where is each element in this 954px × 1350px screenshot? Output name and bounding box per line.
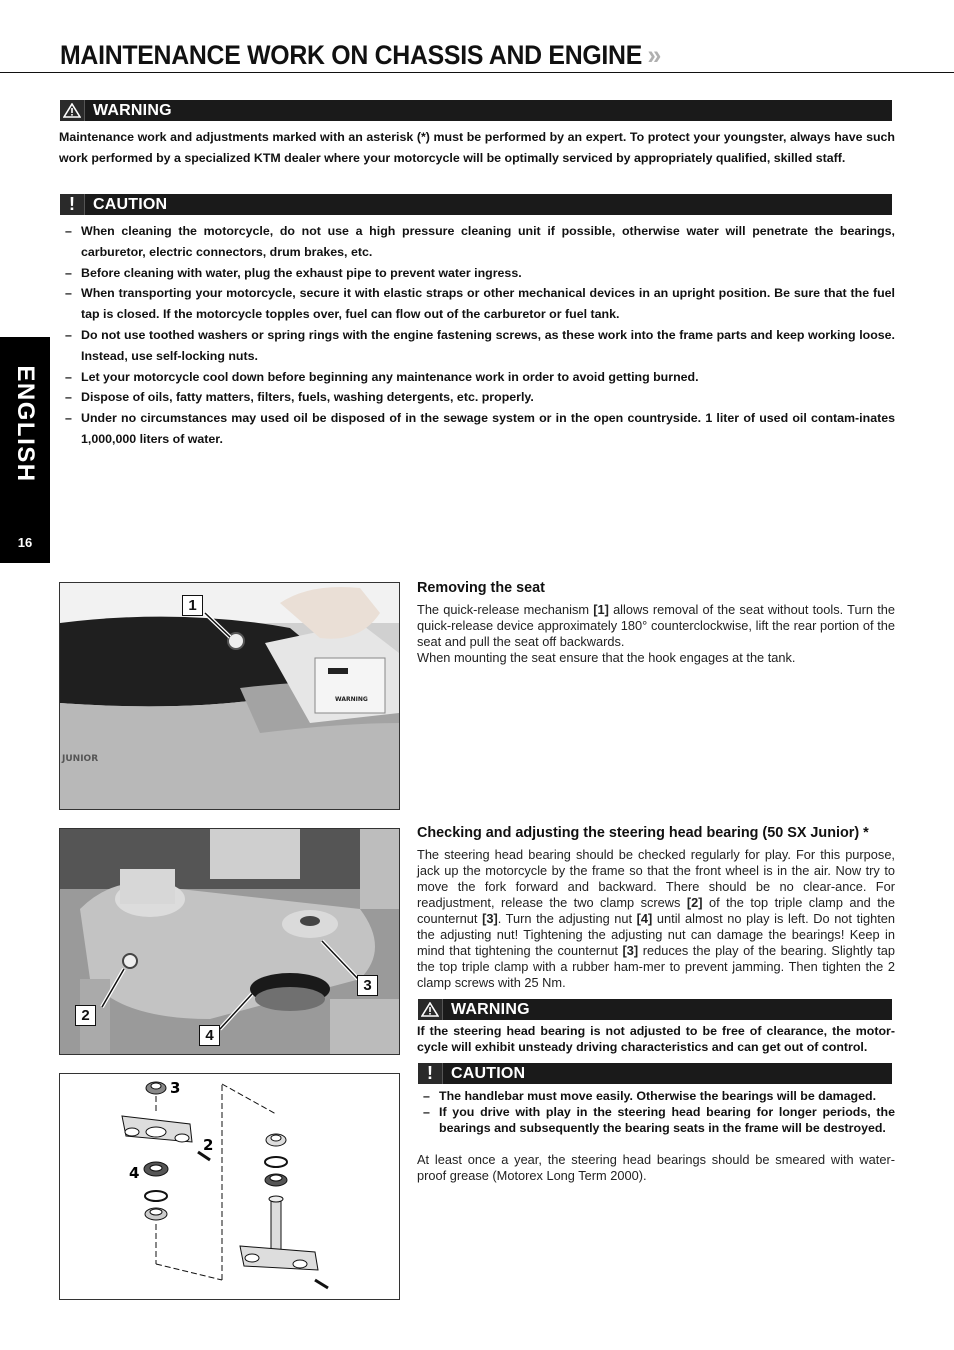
exploded-view-illustration: [60, 1074, 399, 1299]
language-tab: [0, 337, 50, 563]
list-item: – Under no circumstances may used oil be disposed of in the sewage system or in the open countryside. 1 liter of used oil contam-inates 1,000,000 liters of water.: [65, 411, 895, 446]
warning-bar: [60, 100, 892, 121]
warning-triangle-icon: [418, 999, 443, 1020]
warning-bar-steering: [418, 999, 892, 1020]
steering-illustration: [60, 829, 399, 1054]
diagram-callout-2: 2: [203, 1136, 214, 1154]
caution-bar-steering: [418, 1063, 892, 1084]
warning-text: Maintenance work and adjustments marked with an asterisk (*) must be performed by an expert. To protect your youngster, always have such work performed by a specialized KTM dealer where your motorcycle will be optimally serviced by appropriately qualified, skilled staff.: [59, 130, 895, 165]
warning-label: WARNING: [451, 1000, 530, 1018]
diagram-callout-4: 4: [129, 1164, 140, 1182]
seat-illustration: [60, 583, 399, 809]
list-item: – If you drive with play in the steering head bearing for longer periods, the bearings and subsequently the bearing seats in the frame will be destroyed.: [423, 1105, 895, 1135]
seat-photo: [59, 582, 400, 810]
list-item: – Let your motorcycle cool down before beginning any maintenance work in order to avoid getting burned.: [65, 369, 699, 384]
steering-photo: [59, 828, 400, 1055]
caution-label: CAUTION: [93, 195, 168, 213]
seat-text: The quick-release mechanism [1] allows removal of the seat without tools. Turn the quick-release device approximately 180° counterclockwise, lift the rear portion of the seat and pull the seat off backwards. When mounting the seat ensure that the hook engages at the tank.: [417, 602, 895, 665]
seat-heading: Removing the seat: [417, 580, 545, 596]
diagram-callout-3: 3: [170, 1079, 181, 1097]
language-label: ENGLISH: [12, 365, 39, 483]
caution-label: CAUTION: [451, 1064, 526, 1082]
list-item: – Before cleaning with water, plug the exhaust pipe to prevent water ingress.: [65, 265, 522, 280]
exclamation-icon: !: [60, 194, 85, 215]
list-item: – The handlebar must move easily. Otherwise the bearings will be damaged.: [423, 1089, 877, 1103]
callout-4: 4: [199, 1025, 220, 1046]
warning-label: WARNING: [93, 101, 172, 119]
list-item: – Do not use toothed washers or spring rings with the engine fastening screws, as these work into the frame parts and keep working loose. Instead, use self-locking nuts.: [65, 327, 895, 363]
exclamation-icon: !: [418, 1063, 443, 1084]
chevron-icon: »: [647, 40, 662, 70]
list-item: – When transporting your motorcycle, secure it with elastic straps or other mechanical devices in an upright position. Be sure that the fuel tap is closed. If the motorcycle topples over, fuel can flow out of the carburetor or fuel tank.: [65, 286, 895, 322]
page-title: MAINTENANCE WORK ON CHASSIS AND ENGINE »: [60, 40, 662, 70]
title-divider: [0, 72, 954, 73]
grease-note: At least once a year, the steering head bearings should be smeared with water-proof grease (Motorex Long Term 2000).: [417, 1152, 895, 1183]
steering-heading: Checking and adjusting the steering head bearing (50 SX Junior) *: [417, 825, 869, 841]
photo-sticker-label: WARNING: [335, 696, 368, 703]
steering-text: The steering head bearing should be checked regularly for play. For this purpose, jack up the motorcycle by the frame so that the front wheel is in the air. Now try to move the fork forward and backward. There should be no clear-ance. For readjustment, release the two clamp screws [2] of the top triple clamp and the counternut [3]. Turn the adjusting nut [4] until almost no play is left. Do not tighten the adjusting nut! Tightening the adjusting nut can damage the bearings! Keep in mind that tightening the counternut [3] reduces the play of the bearing. Slightly tap the top triple clamp with a rubber ham-mer to prevent jamming. Then tighten the 2 clamp screws with 25 Nm.: [417, 847, 896, 990]
photo-side-text: JUNIOR: [62, 754, 99, 764]
warning-steering-text: If the steering head bearing is not adjusted to be free of clearance, the motor-cycle will exhibit unsteady driving characteristics and can get out of control.: [417, 1024, 895, 1054]
callout-3: 3: [357, 975, 378, 996]
warning-triangle-icon: [60, 100, 85, 121]
caution-bar: [60, 194, 892, 215]
list-item: – When cleaning the motorcycle, do not use a high pressure cleaning unit if possible, otherwise water will penetrate the bearings, carburetor, electric connectors, drum brakes, etc.: [65, 224, 895, 259]
caution-steering-list: [417, 1088, 895, 1136]
page-number: 16: [17, 535, 33, 550]
callout-2: 2: [75, 1005, 96, 1026]
steering-exploded-diagram: [59, 1073, 400, 1300]
callout-1: 1: [182, 595, 203, 616]
caution-list: [59, 221, 895, 450]
list-item: – Dispose of oils, fatty matters, filters, fuels, washing detergents, etc. properly.: [65, 390, 534, 405]
